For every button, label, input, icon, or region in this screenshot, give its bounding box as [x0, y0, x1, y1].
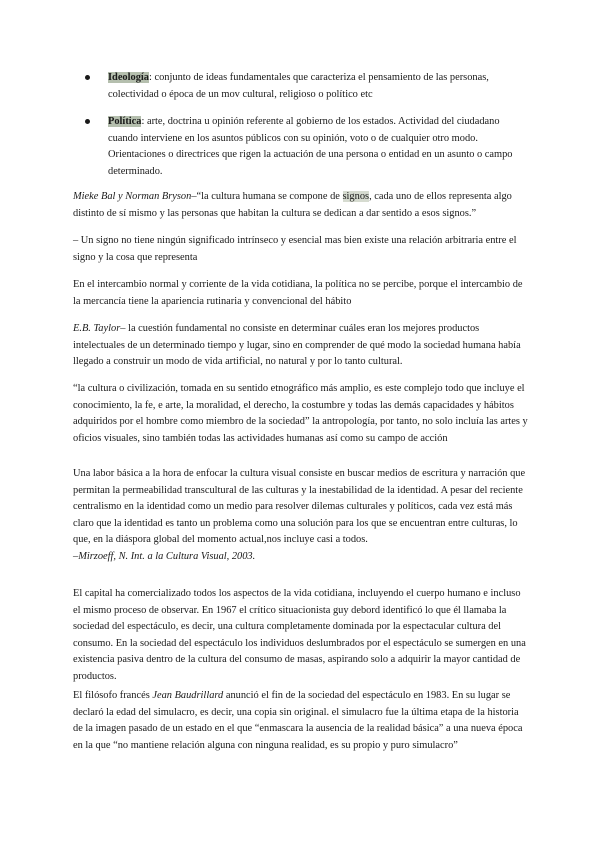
bullet-dot-icon	[85, 119, 90, 124]
author-name: Jean Baudrillard	[152, 690, 224, 701]
paragraph-baudrillard	[73, 688, 529, 754]
definition: : arte, doctrina u opinión referente al gobierno de los estados. Actividad del ciudadano cuando interviene en los asuntos públicos con su opinión, voto o de cualquier otro modo. Orientaciones o directrices que rigen la actuación de una persona o entidad en un asunto o campo determinado.	[108, 116, 513, 177]
text-run: la cuestión fundamental no consiste en determinar cuáles eran los mejores productos intelectuales de un determinado tiempo y lugar, sino en comprender de qué modo la sociedad humana había llegado a construir un modo de vida artificial, no natural y por lo tanto cultural.	[73, 323, 521, 368]
paragraph-taylor	[73, 321, 529, 371]
text-run: –“la cultura humana se compone de	[191, 191, 343, 202]
paragraph-cultura-civilizacion: “la cultura o civilización, tomada en su sentido etnográfico más amplio, es este complejo todo que incluye el conocimiento, la fe, e arte, la moralidad, el derecho, la costumbre y todas las demás capacidades y hábitos adquiridos por el hombre como miembro de la sociedad” la antropología, por tanto, no solo incluía las artes y oficios visuales, sino también todas las actividades humanas así como su campo de acción	[73, 383, 528, 444]
text-run: El filósofo francés	[73, 690, 153, 701]
term-highlight: Política	[108, 116, 142, 127]
bullet-text	[108, 114, 530, 180]
definition: : conjunto de ideas fundamentales que caracteriza el pensamiento de las personas, colectividad o época de un mov cultural, religioso o político etc	[108, 72, 489, 100]
text-run: , cada uno de ellos representa algo distinto de sí mismo y las personas que habitan la cultura se dedican a dar sentido a esos signos.”	[73, 191, 512, 219]
term-highlight: Ideología	[108, 72, 149, 83]
author-name: Mieke Bal y Norman Bryson	[73, 191, 192, 202]
author-name: E.B. Taylor–	[73, 323, 126, 334]
paragraph-capital: El capital ha comercializado todos los aspectos de la vida cotidiana, incluyendo el cuerpo humano e incluso el mismo proceso de observar. En 1967 el crítico situacionista guy debord identificó lo que él llamaba la sociedad del espectáculo, es decir, una cultura completamente dominada por la espectacular cultura del consumo. En la sociedad del espectáculo los individuos deslumbrados por el espectáculo se sumergen en una existencia pasiva dentro de la cultura del consumo de masas, aspirando solo a adquirir la mayor cantidad de productos.	[73, 588, 526, 682]
text-run: Una labor básica a la hora de enfocar la cultura visual consiste en buscar medios de escritura y narración que permitan la permeabilidad transcultural de las culturas y la inestabilidad de la identidad. A pesar del reciente centralismo en la identidad como un medio para resolver dilemas culturales y políticos, cada vez está más claro que la identidad es tanto un problema como una solución para los que se encuentran entre culturas, lo que, en la diáspora global del momento actual,nos incluye casi a todos.	[73, 468, 526, 546]
paragraph-intercambio: En el intercambio normal y corriente de la vida cotidiana, la política no se percibe, porque el intercambio de la mercancía tiene la apariencia rutinaria y convencional del hábito	[73, 279, 523, 307]
text-run: anunció el fin de la sociedad del espectáculo en 1983. En su lugar se declaró la edad del simulacro, es decir, una copia sin original. el simulacro fue la última etapa de la historia de la imagen pasado de un estado en el que “enmascara la ausencia de la realidad básica” a una nueva época en la que “no mantiene relación alguna con ninguna realidad, es su propio y puro simulacro”	[73, 690, 523, 751]
bullet-dot-icon	[85, 75, 90, 80]
paragraph-signo: – Un signo no tiene ningún significado intrínseco y esencial mas bien existe una relación arbitraria entre el signo y la cosa que representa	[73, 235, 517, 263]
highlight-signos: signos	[342, 191, 370, 202]
paragraph-bal-bryson	[73, 189, 529, 222]
paragraph-cultura-visual	[73, 466, 529, 566]
citation: –Mirzoeff, N. Int. a la Cultura Visual, 2003.	[73, 550, 256, 562]
bullet-text	[108, 70, 530, 103]
